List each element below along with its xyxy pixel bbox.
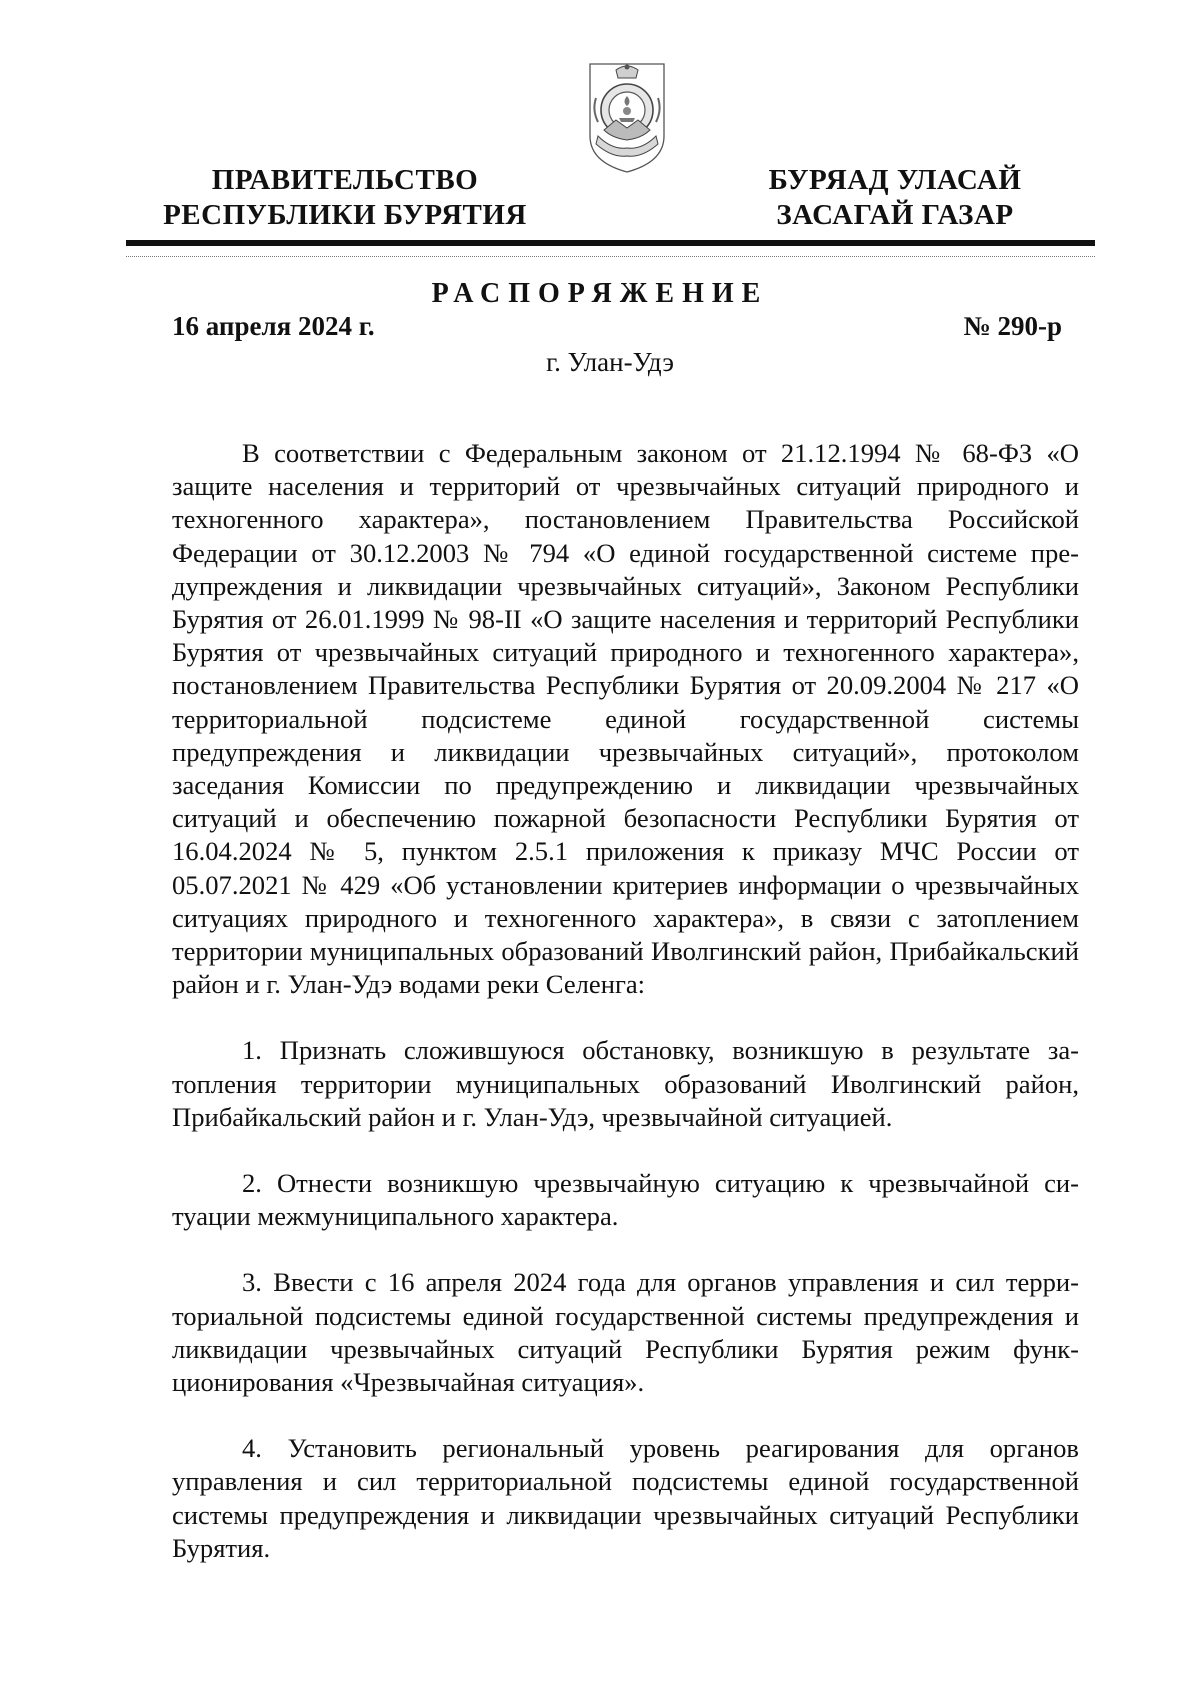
document-body [172, 437, 1079, 1598]
coat-of-arms-icon [586, 58, 668, 176]
organization-name-line: ЗАСАГАЙ ГАЗАР [776, 199, 1014, 231]
document-type-title: РАСПОРЯЖЕНИЕ [431, 278, 769, 309]
organization-name-line: ПРАВИТЕЛЬСТВО [211, 164, 479, 196]
organization-name-line: БУРЯАД УЛАСАЙ [768, 164, 1022, 196]
preamble-paragraph: В соответствии с Федеральным законом от 21.12.1994 № 68-ФЗ «О защите населения и территорий от чрезвычайных ситуаций природного и техногенного характера», постановлением Правительства Российской Федерации от 30.12.2003 № 794 «О единой государственной системе предупреждения и ликвидации чрезвычайных ситуаций», Законом Республики Бурятия от 26.01.1999 № 98-II «О защите населения и территорий Республики Бурятия от чрезвычайных ситуаций природного и техногенного характера», постановлением Правительства Республики Бурятия от 20.09.2004 № 217 «О территориальной подсистеме единой государственной системы предупреждения и ликвидации чрезвычайных ситуаций», протоколом заседания Комиссии по предупреждению и ликвидации чрезвычайных ситуаций и обеспечению пожарной безопасности Республики Бурятия от 16.04.2024 № 5, пунктом 2.5.1 приложения к приказу МЧС России от 05.07.2021 № 429 «Об установлении критериев информации о чрезвычайных ситуациях природного и техногенного характера», в связи с затоплением территории муниципальных образований Иволгинский район, Прибайкальский район и г. Улан-Удэ водами реки Селенга: [172, 438, 1079, 1000]
order-item-4: 4. Установить региональный уровень реагирования для органов управления и сил территориальной подсистемы единой государственной системы предупреждения и ликвидации чрезвычайных ситуаций Республики Бурятия. [172, 1433, 1079, 1563]
order-item-1: 1. Признать сложившуюся обстановку, возникшую в результате затопления территории муниципальных образований Иволгинский район, Прибайкальский район и г. Улан-Удэ, чрезвычайной ситуацией. [172, 1035, 1079, 1132]
header-divider-thick [126, 240, 1095, 246]
document-city: г. Улан-Удэ [546, 347, 674, 377]
organization-name-line: РЕСПУБЛИКИ БУРЯТИЯ [163, 199, 527, 231]
order-item-3: 3. Ввести с 16 апреля 2024 года для органов управления и сил территориальной подсистемы единой государственной системы предупреждения и ликвидации чрезвычайных ситуаций Республики Бурятия режим функционирования «Чрезвычайная ситуация». [172, 1267, 1079, 1398]
organization-name-buryat [740, 163, 1050, 233]
order-item-2: 2. Отнести возникшую чрезвычайную ситуацию к чрезвычайной ситуации межмуниципального характера. [172, 1168, 1079, 1232]
document-number: № 290-р [963, 311, 1062, 341]
header-divider-thin [126, 256, 1095, 257]
document-date: 16 апреля 2024 г. [172, 311, 375, 341]
organization-name-russian [160, 163, 530, 233]
